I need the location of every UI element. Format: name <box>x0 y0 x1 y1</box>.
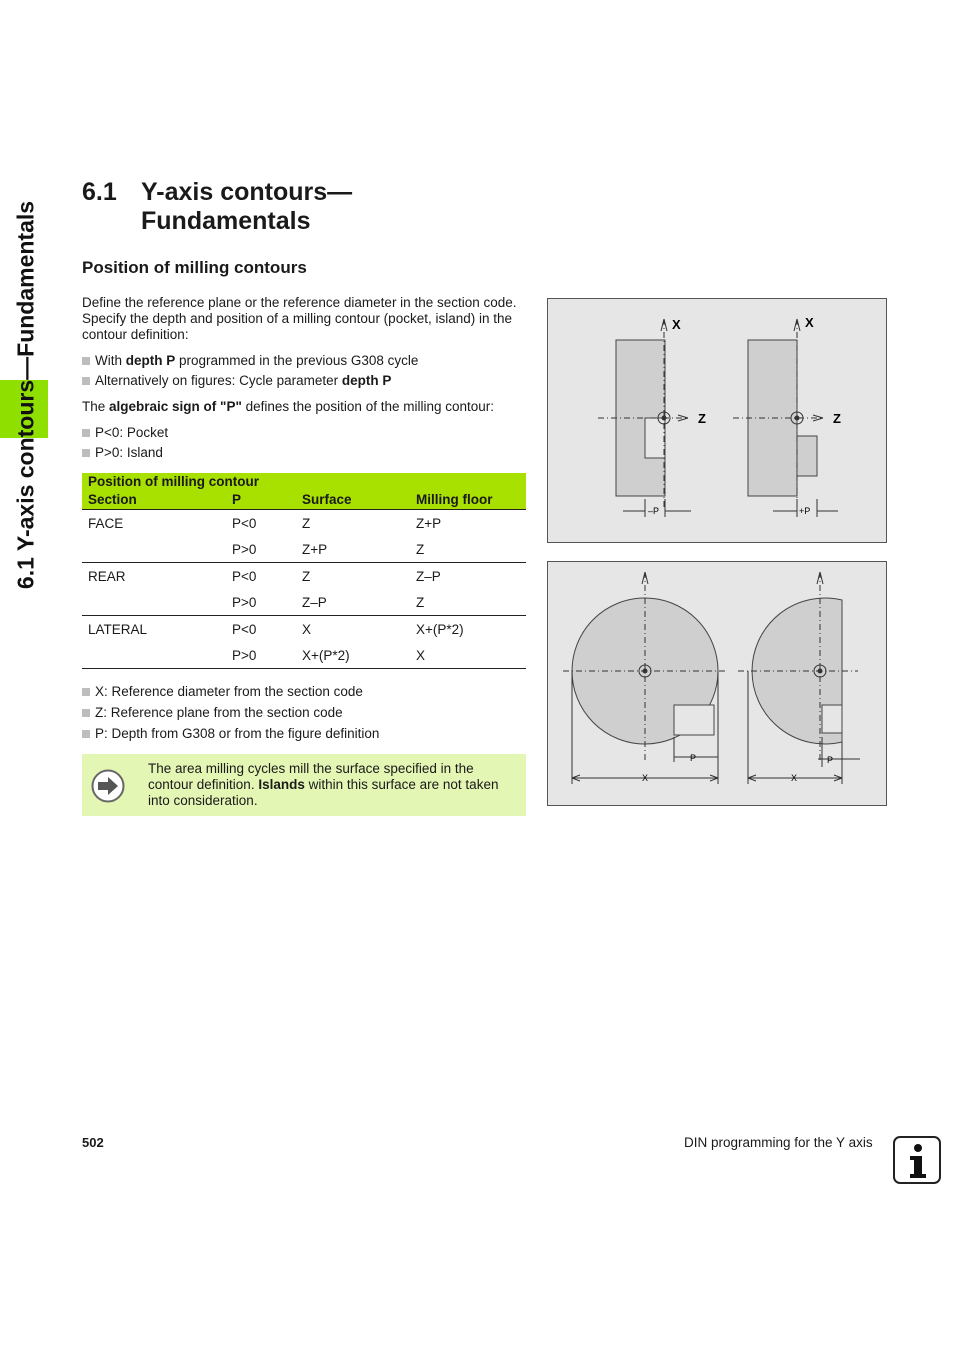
table-cell: P>0 <box>226 642 296 669</box>
note-text: The area milling cycles mill the surface specified in the contour definition. Islands within this surface are not taken into consideration. <box>148 761 499 808</box>
figure-lateral-views <box>547 561 887 806</box>
table-cell: REAR <box>88 568 126 584</box>
table-cell: Z+P <box>296 536 410 563</box>
dimension-label-p: –P <box>648 506 660 516</box>
milling-position-table <box>82 473 526 669</box>
table-cell: Z+P <box>416 515 442 531</box>
subsection-heading: Position of milling contours <box>82 258 307 277</box>
table-row <box>82 536 526 563</box>
column-header: Milling floor <box>410 491 526 510</box>
dimension-label-x: X <box>642 773 649 783</box>
table-caption: Position of milling contour <box>82 473 526 491</box>
table-cell <box>82 536 226 563</box>
dimension-label-x: X <box>791 773 798 783</box>
table-cell: Z–P <box>416 568 441 584</box>
table-cell <box>82 642 226 669</box>
list-item: X: Reference diameter from the section code <box>82 684 527 700</box>
chapter-footer: DIN programming for the Y axis <box>684 1135 873 1150</box>
dimension-label-p: P <box>690 753 697 763</box>
table-cell: P>0 <box>226 589 296 616</box>
axis-label-z: Z <box>833 411 841 426</box>
section-number: 6.1 <box>82 178 117 206</box>
table-cell: LATERAL <box>88 621 148 637</box>
table-row <box>82 616 526 643</box>
list-item: With depth P programmed in the previous G308 cycle <box>82 353 527 369</box>
table-cell: X+(P*2) <box>416 621 464 637</box>
table-cell: Z <box>302 568 311 584</box>
table-cell: X+(P*2) <box>296 642 410 669</box>
table-row <box>82 589 526 616</box>
list-item: Z: Reference plane from the section code <box>82 705 527 721</box>
column-header: Section <box>82 491 226 510</box>
axis-label-z: Z <box>698 411 706 426</box>
list-item: Alternatively on figures: Cycle parameter depth P <box>82 373 527 389</box>
table-cell: P>0 <box>226 536 296 563</box>
table-cell: Z <box>410 536 526 563</box>
table-cell: FACE <box>88 515 124 531</box>
table-cell <box>82 589 226 616</box>
page-number: 502 <box>82 1135 104 1150</box>
table-cell: Z <box>410 589 526 616</box>
list-item: P<0: Pocket <box>82 425 527 441</box>
table-cell: P<0 <box>232 621 257 637</box>
list-item: P: Depth from G308 or from the figure definition <box>82 726 527 742</box>
figure-side-views <box>547 298 887 543</box>
table-cell: X <box>302 621 312 637</box>
axis-label-x: X <box>672 317 681 332</box>
table-row <box>82 642 526 669</box>
list-item: P>0: Island <box>82 445 527 461</box>
arrow-right-icon <box>91 769 125 803</box>
intro-paragraph: Define the reference plane or the reference diameter in the section code. Specify the depth and position of a milling contour (pocket, island) in the contour definition: <box>82 295 517 342</box>
table-cell: Z–P <box>296 589 410 616</box>
column-header: Surface <box>296 491 410 510</box>
table-cell: P<0 <box>232 568 257 584</box>
table-row <box>82 563 526 590</box>
table-row <box>82 510 526 537</box>
dimension-label-p: +P <box>799 506 811 516</box>
note-box <box>82 754 526 816</box>
sign-paragraph: The algebraic sign of "P" defines the position of the milling contour: <box>82 399 495 414</box>
table-cell: P<0 <box>232 515 257 531</box>
column-header: P <box>226 491 296 510</box>
dimension-label-p: P <box>827 755 834 765</box>
section-title: Y-axis contours— Fundamentals <box>141 178 353 235</box>
info-icon <box>893 1136 941 1184</box>
table-cell: Z <box>302 515 311 531</box>
table-cell: X <box>410 642 526 669</box>
axis-label-x: X <box>805 315 814 330</box>
